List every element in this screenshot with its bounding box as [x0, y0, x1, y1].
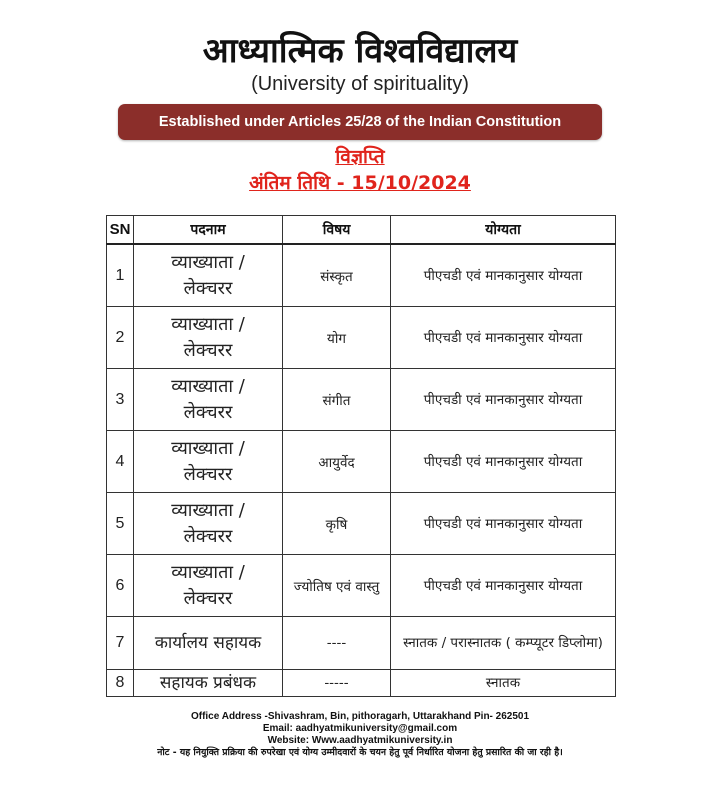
table-row	[107, 670, 616, 697]
post-line-1: सहायक प्रबंधक	[159, 673, 257, 693]
cell-qualification: पीएचडी एवं मानकानुसार योग्यता	[391, 493, 616, 555]
cell-post	[134, 617, 283, 670]
cell-post	[134, 493, 283, 555]
cell-sn: 2	[107, 307, 134, 369]
vacancy-table	[106, 215, 616, 697]
cell-subject: योग	[283, 307, 391, 369]
cell-post	[134, 307, 283, 369]
table-row	[107, 307, 616, 369]
office-address: Office Address -Shivashram, Bin, pithoragarh, Uttarakhand Pin- 262501	[190, 711, 530, 722]
cell-sn: 7	[107, 617, 134, 670]
last-date: अंतिम तिथि - 15/10/2024	[249, 172, 471, 194]
post-line-2: लेक्चरर	[183, 463, 233, 485]
post-line-1: कार्यालय सहायक	[154, 633, 262, 653]
table-row	[107, 244, 616, 307]
contact-email: Email: aadhyatmikuniversity@gmail.com	[262, 723, 458, 734]
post-line-1: व्याख्याता /	[171, 561, 245, 583]
cell-sn: 6	[107, 555, 134, 617]
cell-sn: 4	[107, 431, 134, 493]
website-link: Website: Www.aadhyatmikuniversity.in	[267, 735, 453, 746]
cell-sn: 1	[107, 244, 134, 307]
post-line-1: व्याख्याता /	[171, 375, 245, 397]
cell-sn: 5	[107, 493, 134, 555]
cell-sn: 8	[107, 670, 134, 697]
notice-heading: विज्ञप्ति	[335, 146, 385, 168]
cell-qualification: पीएचडी एवं मानकानुसार योग्यता	[391, 244, 616, 307]
table-row	[107, 555, 616, 617]
cell-subject: ----	[283, 617, 391, 670]
banner-text: Established under Articles 25/28 of the Indian Constitution	[158, 114, 562, 130]
cell-subject: कृषि	[283, 493, 391, 555]
column-header-subject: विषय	[283, 216, 391, 245]
cell-qualification: पीएचडी एवं मानकानुसार योग्यता	[391, 307, 616, 369]
column-header-qualification: योग्यता	[391, 216, 616, 245]
cell-post	[134, 431, 283, 493]
university-title: आध्यात्मिक विश्वविद्यालय	[202, 31, 518, 71]
table-row	[107, 369, 616, 431]
cell-subject: ज्योतिष एवं वास्तु	[283, 555, 391, 617]
post-line-1: व्याख्याता /	[171, 499, 245, 521]
post-line-2: लेक्चरर	[183, 587, 233, 609]
column-header-post: पदनाम	[134, 216, 283, 245]
post-line-1: व्याख्याता /	[171, 251, 245, 273]
post-line-1: व्याख्याता /	[171, 437, 245, 459]
cell-subject: संस्कृत	[283, 244, 391, 307]
cell-subject: संगीत	[283, 369, 391, 431]
cell-post	[134, 369, 283, 431]
cell-sn: 3	[107, 369, 134, 431]
post-line-2: लेक्चरर	[183, 339, 233, 361]
post-line-2: लेक्चरर	[183, 401, 233, 423]
cell-post	[134, 555, 283, 617]
cell-qualification: पीएचडी एवं मानकानुसार योग्यता	[391, 555, 616, 617]
column-header-sn: SN	[107, 216, 134, 245]
post-line-2: लेक्चरर	[183, 525, 233, 547]
cell-qualification: स्नातक / परास्नातक ( कम्प्यूटर डिप्लोमा)	[391, 617, 616, 670]
post-line-2: लेक्चरर	[183, 277, 233, 299]
table-row	[107, 431, 616, 493]
university-subtitle: (University of spirituality)	[251, 73, 469, 95]
footer	[0, 711, 720, 759]
table-row	[107, 617, 616, 670]
cell-subject: आयुर्वेद	[283, 431, 391, 493]
cell-qualification: पीएचडी एवं मानकानुसार योग्यता	[391, 369, 616, 431]
establishment-banner	[118, 104, 602, 140]
footer-note: नोट - यह नियुक्ति प्रक्रिया की रुपरेखा एवं योग्य उम्मीदवारों के चयन हेतु पूर्व निर्धारित योजना हेतु प्रसारित की जा रही है।	[157, 747, 563, 758]
cell-qualification: पीएचडी एवं मानकानुसार योग्यता	[391, 431, 616, 493]
table-row	[107, 493, 616, 555]
table-header-row	[107, 216, 616, 245]
cell-post	[134, 244, 283, 307]
cell-post	[134, 670, 283, 697]
post-line-1: व्याख्याता /	[171, 313, 245, 335]
cell-subject: -----	[283, 670, 391, 697]
cell-qualification: स्नातक	[391, 670, 616, 697]
